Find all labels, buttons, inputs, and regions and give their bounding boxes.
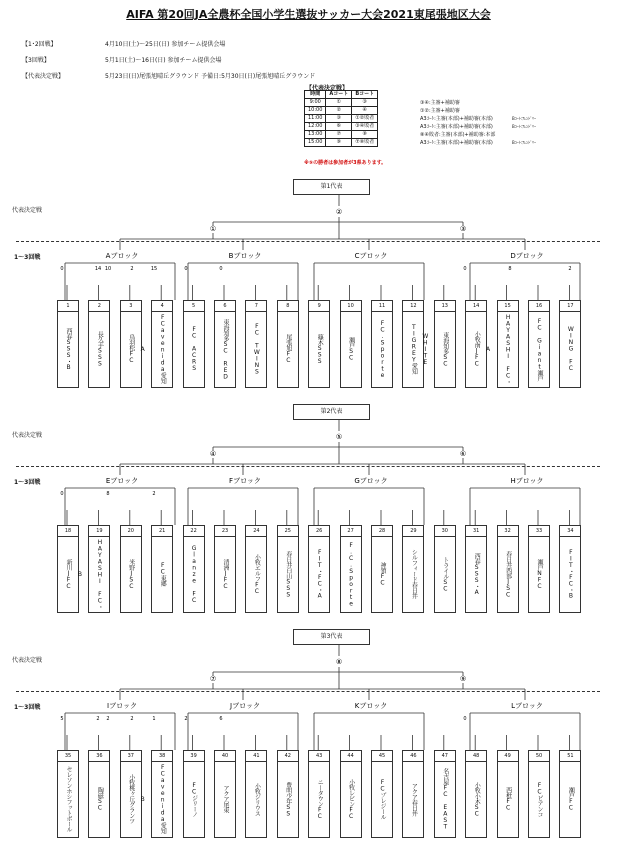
cell-time: 12:00 bbox=[305, 123, 326, 131]
team-name: 鳥羽松FC bbox=[127, 334, 135, 364]
team-number: 1 bbox=[58, 301, 78, 312]
team-number: 50 bbox=[529, 751, 549, 762]
round-label: 1～3回戦 bbox=[14, 704, 41, 711]
team-number: 37 bbox=[121, 751, 141, 762]
match-number: ⑥ bbox=[459, 450, 467, 458]
team-cell bbox=[277, 750, 299, 838]
team-cell bbox=[183, 525, 205, 613]
team-name: FCavenida愛知B bbox=[139, 764, 167, 834]
team-cell bbox=[402, 750, 424, 838]
team-number: 30 bbox=[435, 526, 455, 537]
round-label: 1～3回戦 bbox=[14, 254, 41, 261]
team-name: Glanze FC bbox=[190, 544, 198, 604]
team-name: FIT・FC・A bbox=[316, 549, 324, 599]
match-number: ⑦ bbox=[209, 675, 217, 683]
team-cell bbox=[277, 525, 299, 613]
rep-match-label: 代表決定戦 bbox=[12, 657, 43, 664]
block-label: Eブロック bbox=[105, 477, 139, 485]
team-cell bbox=[559, 300, 581, 388]
rep-match-label: 代表決定戦 bbox=[12, 432, 43, 439]
match-number: ② bbox=[335, 208, 343, 216]
team-name: 東海知多SC WHITE bbox=[421, 331, 449, 367]
team-name: 瀬戸FC bbox=[567, 787, 575, 811]
match-number: ④ bbox=[209, 450, 217, 458]
team-number: 34 bbox=[560, 526, 580, 537]
team-number: 14 bbox=[466, 301, 486, 312]
team-cell bbox=[183, 300, 205, 388]
round-divider bbox=[16, 691, 600, 692]
team-number: 18 bbox=[58, 526, 78, 537]
representative-box: 第3代表 bbox=[293, 629, 370, 645]
team-name: F.C.Sporte bbox=[347, 541, 355, 607]
team-name: 西春SSS・B bbox=[65, 327, 72, 371]
team-name: 春日井白山SSS bbox=[284, 550, 292, 598]
team-cell bbox=[402, 525, 424, 613]
team-name: 米野JSC bbox=[127, 558, 135, 590]
team-cell bbox=[371, 300, 393, 388]
team-cell bbox=[57, 300, 79, 388]
team-number: 46 bbox=[403, 751, 423, 762]
team-cell bbox=[465, 750, 487, 838]
team-name: FCavenida愛知A bbox=[139, 314, 167, 384]
team-name: 陶磁SC bbox=[96, 787, 104, 811]
cell-a: ⑥ bbox=[326, 123, 352, 131]
team-number: 16 bbox=[529, 301, 549, 312]
team-cell bbox=[120, 300, 142, 388]
team-number: 15 bbox=[498, 301, 518, 312]
cell-time: 11:00 bbox=[305, 115, 326, 123]
score-label: 0 bbox=[463, 716, 467, 722]
schedule-desc: 5月23日(日)尾張旭晴丘グラウンド 予備日:5月30日(日)尾張旭晴丘グラウンド bbox=[105, 73, 316, 80]
team-name: 小牧小木SC bbox=[473, 781, 481, 817]
schedule-label: 【3回戦】 bbox=[22, 57, 50, 64]
team-number: 38 bbox=[152, 751, 172, 762]
team-name: FC ACRS bbox=[190, 326, 198, 372]
team-cell bbox=[497, 525, 519, 613]
team-name: 長久手SSS bbox=[96, 331, 104, 367]
team-cell bbox=[528, 525, 550, 613]
team-cell bbox=[245, 750, 267, 838]
team-name: HAYASHI FC・B bbox=[76, 538, 104, 610]
team-number: 7 bbox=[246, 301, 266, 312]
team-number: 5 bbox=[184, 301, 204, 312]
match-number: ⑨ bbox=[459, 675, 467, 683]
team-name: 尾張旭FC bbox=[284, 334, 292, 364]
team-cell bbox=[434, 750, 456, 838]
team-cell bbox=[88, 300, 110, 388]
final-schedule-title: 【代表決定戦】 bbox=[306, 85, 349, 92]
block-label: Cブロック bbox=[354, 252, 388, 260]
team-number: 9 bbox=[309, 301, 329, 312]
team-cell bbox=[139, 300, 173, 388]
team-name: 瀬戸NFC bbox=[536, 558, 543, 590]
team-name: 篠木SSS bbox=[316, 333, 324, 365]
team-number: 40 bbox=[215, 751, 235, 762]
team-number: 26 bbox=[309, 526, 329, 537]
team-number: 44 bbox=[341, 751, 361, 762]
score-label: 8 bbox=[508, 266, 512, 272]
team-number: 36 bbox=[89, 751, 109, 762]
team-number: 41 bbox=[246, 751, 266, 762]
team-name: 小牧エルフFC bbox=[253, 553, 261, 595]
schedule-label: 【1･2回戦】 bbox=[22, 41, 57, 48]
score-label: 6 bbox=[219, 716, 223, 722]
team-cell bbox=[308, 300, 330, 388]
team-number: 17 bbox=[560, 301, 580, 312]
team-cell bbox=[308, 525, 330, 613]
team-cell bbox=[340, 300, 362, 388]
team-name: トライルSC bbox=[441, 556, 449, 592]
team-name: 豊明少年SS bbox=[284, 781, 292, 817]
team-name: 小牧レビンFC bbox=[347, 778, 355, 820]
team-number: 33 bbox=[529, 526, 549, 537]
team-number: 42 bbox=[278, 751, 298, 762]
team-cell bbox=[371, 750, 393, 838]
referee-note: A3ｺｰﾄ:主審(本部)+補助審(本部) bbox=[420, 140, 493, 146]
team-cell bbox=[340, 750, 362, 838]
cell-a: ⑦ bbox=[326, 131, 352, 139]
block-label: Iブロック bbox=[107, 702, 137, 710]
team-cell bbox=[421, 300, 456, 388]
team-name: WING FC bbox=[567, 326, 575, 372]
team-name: FC Giant瀬戸 bbox=[536, 317, 543, 381]
team-number: 43 bbox=[309, 751, 329, 762]
team-cell bbox=[340, 525, 362, 613]
team-number: 45 bbox=[372, 751, 392, 762]
team-name: 西春SSS・A bbox=[473, 552, 481, 596]
team-cell bbox=[57, 525, 79, 613]
team-name: FCジリーノ bbox=[190, 781, 198, 817]
score-label: 8 bbox=[106, 491, 110, 497]
team-name: 西枇FC bbox=[504, 787, 512, 811]
match-number: ⑧ bbox=[335, 658, 343, 666]
rep-match-label: 代表決定戦 bbox=[12, 207, 43, 214]
team-name: アクア春日井 bbox=[410, 782, 418, 816]
referee-note: A3ｺｰﾄ:主審(本部)+補助審(本部) bbox=[420, 124, 493, 130]
block-label: Jブロック bbox=[230, 702, 260, 710]
team-number: 35 bbox=[58, 751, 78, 762]
team-name: FIT・FC・B bbox=[567, 549, 575, 599]
score-label: 2 bbox=[96, 716, 100, 722]
team-cell bbox=[434, 525, 456, 613]
team-number: 24 bbox=[246, 526, 266, 537]
schedule-desc: 5月1日(土)～16日(日) 参加チーム提供会場 bbox=[105, 57, 222, 64]
team-name: 小牧南JFC bbox=[473, 331, 481, 367]
cell-time: 9:00 bbox=[305, 99, 326, 107]
score-label: 0 bbox=[463, 266, 467, 272]
court-tag: Bｺｰﾄ:ﾌﾚﾝﾄﾞﾘｰ bbox=[512, 116, 537, 121]
team-cell bbox=[214, 300, 236, 388]
team-name: FC.Sporte bbox=[379, 319, 386, 379]
team-name: 小牧桃ヶ丘グランツ bbox=[127, 774, 135, 824]
schedule-desc: 4月10日(土)～25日(日) 参加チーム提供会場 bbox=[105, 41, 226, 48]
match-number: ⑤ bbox=[335, 433, 343, 441]
match-number: ③ bbox=[459, 225, 467, 233]
team-number: 49 bbox=[498, 751, 518, 762]
team-name: 春日井西部JSC bbox=[504, 550, 512, 598]
match-number: ① bbox=[209, 225, 217, 233]
block-label: Fブロック bbox=[229, 477, 261, 485]
score-label: 2 bbox=[184, 716, 188, 722]
schedule-label: 【代表決定戦】 bbox=[22, 73, 65, 80]
team-cell bbox=[76, 525, 110, 613]
cell-time: 10:00 bbox=[305, 107, 326, 115]
referee-note: A3ｺｰﾄ:主審(本部)+補助審(本部) bbox=[420, 116, 493, 122]
team-name: 小牧ジリウス bbox=[253, 782, 261, 816]
block-label: Hブロック bbox=[510, 477, 544, 485]
referee-note: ③④:主審+補助審 bbox=[420, 100, 460, 106]
court-tag: Bｺｰﾄ:ﾌﾚﾝﾄﾞﾘｰ bbox=[512, 140, 537, 145]
score-label: 5 bbox=[60, 716, 64, 722]
team-name: 東海知多SC RED bbox=[222, 318, 229, 380]
team-cell bbox=[559, 750, 581, 838]
team-name: HAYASHI FC・A bbox=[484, 313, 512, 385]
cell-a: ① bbox=[326, 99, 352, 107]
cell-b: ①②敗者 bbox=[352, 115, 378, 123]
referee-note: ⑧④敗者:主審(本部)+補助審:本部 bbox=[420, 132, 496, 138]
team-cell bbox=[277, 300, 299, 388]
team-name: 神領FC bbox=[379, 562, 386, 586]
team-cell bbox=[120, 525, 142, 613]
team-name: ニータウンFC bbox=[316, 778, 324, 820]
team-cell bbox=[559, 525, 581, 613]
col-b-court: Bコート bbox=[352, 91, 378, 99]
score-label: 2 bbox=[130, 266, 134, 272]
team-name: TIGREY愛知 bbox=[410, 324, 418, 374]
team-number: 32 bbox=[498, 526, 518, 537]
score-label: 14 bbox=[94, 266, 102, 272]
team-cell bbox=[465, 525, 487, 613]
team-cell bbox=[214, 750, 236, 838]
team-number: 12 bbox=[403, 301, 423, 312]
cell-a: ⑨ bbox=[326, 139, 352, 147]
team-cell bbox=[245, 525, 267, 613]
score-label: 2 bbox=[152, 491, 156, 497]
block-label: Bブロック bbox=[228, 252, 262, 260]
cell-b: ③④敗者 bbox=[352, 123, 378, 131]
round-divider bbox=[16, 466, 600, 467]
score-label: 2 bbox=[106, 716, 110, 722]
team-number: 3 bbox=[121, 301, 141, 312]
team-name: FC TWINS bbox=[253, 323, 261, 375]
score-label: 0 bbox=[60, 491, 64, 497]
score-label: 2 bbox=[568, 266, 572, 272]
team-number: 8 bbox=[278, 301, 298, 312]
team-number: 4 bbox=[152, 301, 172, 312]
block-label: Kブロック bbox=[354, 702, 388, 710]
team-number: 27 bbox=[341, 526, 361, 537]
team-cell bbox=[120, 750, 142, 838]
score-label: 0 bbox=[184, 266, 188, 272]
team-cell bbox=[371, 525, 393, 613]
team-cell bbox=[183, 750, 205, 838]
team-cell bbox=[57, 750, 79, 838]
team-cell bbox=[308, 750, 330, 838]
score-label: 2 bbox=[130, 716, 134, 722]
cell-b: ⑦⑧敗者 bbox=[352, 139, 378, 147]
block-label: Lブロック bbox=[511, 702, 543, 710]
team-number: 21 bbox=[152, 526, 172, 537]
team-number: 20 bbox=[121, 526, 141, 537]
team-number: 6 bbox=[215, 301, 235, 312]
score-label: 10 bbox=[104, 266, 112, 272]
team-name: 瀬戸SC bbox=[347, 337, 355, 361]
representative-box: 第1代表 bbox=[293, 179, 370, 195]
team-number: 29 bbox=[403, 526, 423, 537]
team-number: 19 bbox=[89, 526, 109, 537]
team-number: 47 bbox=[435, 751, 455, 762]
team-number: 23 bbox=[215, 526, 235, 537]
cell-a: ③ bbox=[326, 115, 352, 123]
round-divider bbox=[16, 241, 600, 242]
page-title: AIFA 第20回JA全農杯全国小学生選抜サッカー大会2021東尾張地区大会 bbox=[126, 8, 491, 21]
team-number: 25 bbox=[278, 526, 298, 537]
block-label: Dブロック bbox=[510, 252, 544, 260]
team-number: 31 bbox=[466, 526, 486, 537]
score-label: 0 bbox=[60, 266, 64, 272]
cell-b: ④ bbox=[352, 107, 378, 115]
score-label: 15 bbox=[150, 266, 158, 272]
team-cell bbox=[139, 750, 173, 838]
team-number: 11 bbox=[372, 301, 392, 312]
team-number: 13 bbox=[435, 301, 455, 312]
team-name: FCピアンコ bbox=[536, 781, 543, 817]
team-name: FC東郷 bbox=[159, 562, 167, 586]
team-name: 新川JFC bbox=[65, 558, 72, 590]
team-cell bbox=[528, 750, 550, 838]
team-name: アクア尾東 bbox=[222, 785, 229, 813]
referee-note: ①②:主審+補助審 bbox=[420, 108, 460, 114]
team-name: セレソンホシフットボール bbox=[65, 766, 72, 832]
team-name: シルフィード春日井 bbox=[410, 549, 418, 599]
team-number: 10 bbox=[341, 301, 361, 312]
score-label: 0 bbox=[219, 266, 223, 272]
team-number: 39 bbox=[184, 751, 204, 762]
team-name: 名古屋FC EAST bbox=[441, 768, 449, 830]
col-time: 時間 bbox=[305, 91, 326, 99]
team-cell bbox=[151, 525, 173, 613]
team-cell bbox=[484, 300, 519, 388]
score-label: 1 bbox=[152, 716, 156, 722]
court-tag: Bｺｰﾄ:ﾌﾚﾝﾄﾞﾘｰ bbox=[512, 124, 537, 129]
team-cell bbox=[497, 750, 519, 838]
col-a-court: Aコート bbox=[326, 91, 352, 99]
warning-note: ※⑤の勝者は参加者が3県あります。 bbox=[304, 160, 387, 166]
team-cell bbox=[528, 300, 550, 388]
cell-b: ③ bbox=[352, 99, 378, 107]
cell-time: 15:00 bbox=[305, 139, 326, 147]
team-cell bbox=[214, 525, 236, 613]
team-cell bbox=[88, 750, 110, 838]
team-cell bbox=[465, 300, 487, 388]
cell-a: ② bbox=[326, 107, 352, 115]
representative-box: 第2代表 bbox=[293, 404, 370, 420]
team-number: 28 bbox=[372, 526, 392, 537]
team-number: 51 bbox=[560, 751, 580, 762]
team-name: 清洲JFC bbox=[222, 558, 229, 590]
block-label: Gブロック bbox=[354, 477, 388, 485]
cell-b: ⑧ bbox=[352, 131, 378, 139]
round-label: 1～3回戦 bbox=[14, 479, 41, 486]
team-number: 2 bbox=[89, 301, 109, 312]
team-number: 22 bbox=[184, 526, 204, 537]
team-name: FCプレジール bbox=[379, 778, 386, 820]
team-number: 48 bbox=[466, 751, 486, 762]
block-label: Aブロック bbox=[105, 252, 139, 260]
team-cell bbox=[245, 300, 267, 388]
cell-time: 13:00 bbox=[305, 131, 326, 139]
